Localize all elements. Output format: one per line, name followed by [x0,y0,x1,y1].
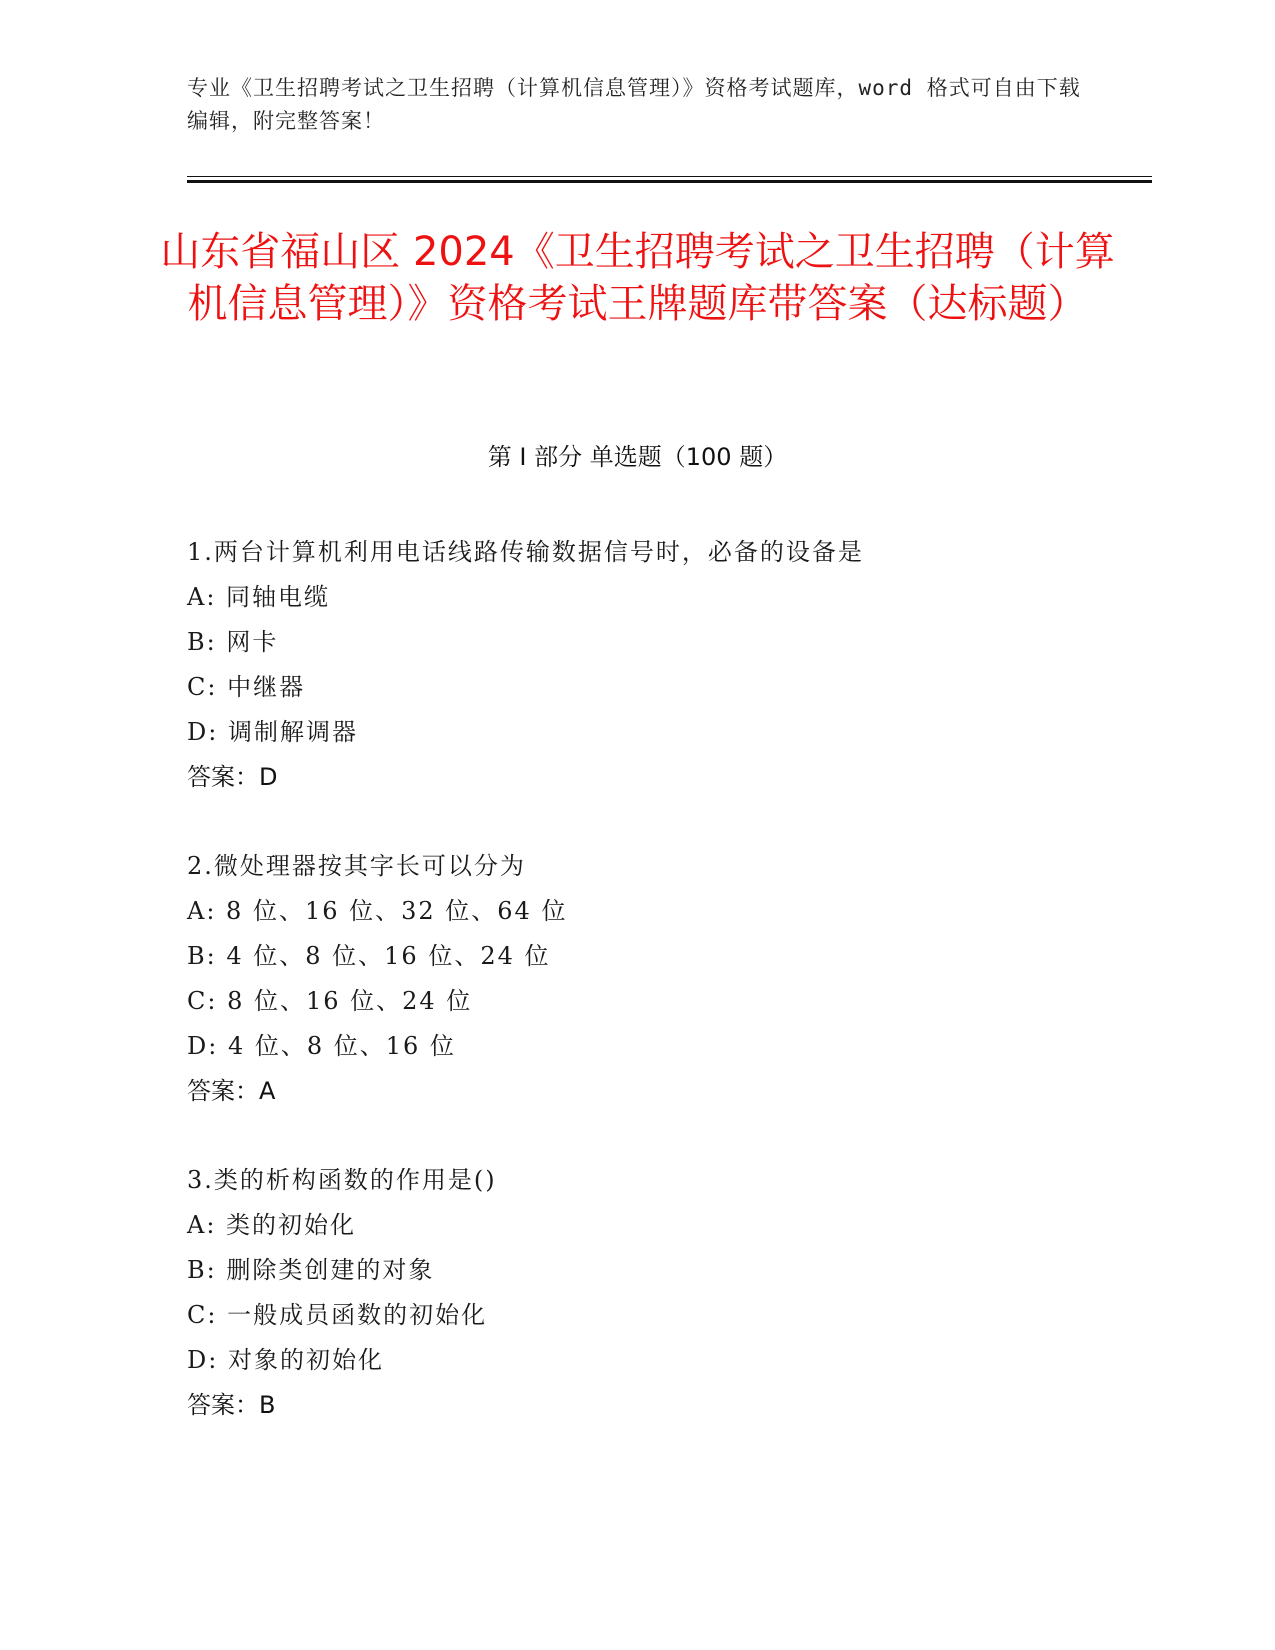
option-d: D: 4 位、8 位、16 位 [187,1032,456,1060]
answer-label: 答案： [187,763,259,791]
option-a: A: 同轴电缆 [187,583,331,611]
option-b: B: 删除类创建的对象 [187,1256,435,1284]
answer-line [187,1383,1137,1428]
question-stem: 2.微处理器按其字长可以分为 [187,852,526,880]
option-c: C: 一般成员函数的初始化 [187,1301,488,1329]
answer-label: 答案： [187,1077,259,1105]
answer-line [187,1069,1137,1114]
answer-value: B [259,1391,276,1419]
question-2 [187,844,1137,1114]
question-stem: 3.类的析构函数的作用是() [187,1166,497,1194]
question-1 [187,530,1137,800]
question-list [187,530,1137,1472]
answer-line [187,755,1137,800]
document-title: 山东省福山区 2024《卫生招聘考试之卫生招聘（计算机信息管理）》资格考试王牌题库带答案（达标题） [160,229,1115,327]
question-stem: 1.两台计算机利用电话线路传输数据信号时，必备的设备是 [187,538,864,566]
section-heading: 第 I 部分 单选题（100 题） [487,443,788,471]
option-c: C: 中继器 [187,673,306,701]
header-divider-thin [187,176,1152,177]
option-a: A: 类的初始化 [187,1211,357,1239]
header-divider-thick [187,180,1152,183]
option-d: D: 调制解调器 [187,718,358,746]
document-header-note: 专业《卫生招聘考试之卫生招聘（计算机信息管理）》资格考试题库，word 格式可自由下载编辑，附完整答案！ [187,76,1081,133]
option-c: C: 8 位、16 位、24 位 [187,987,473,1015]
answer-value: A [259,1077,276,1105]
question-3 [187,1158,1137,1428]
option-b: B: 4 位、8 位、16 位、24 位 [187,942,551,970]
option-d: D: 对象的初始化 [187,1346,384,1374]
answer-value: D [259,763,278,791]
option-b: B: 网卡 [187,628,279,656]
answer-label: 答案： [187,1391,259,1419]
option-a: A: 8 位、16 位、32 位、64 位 [187,897,568,925]
